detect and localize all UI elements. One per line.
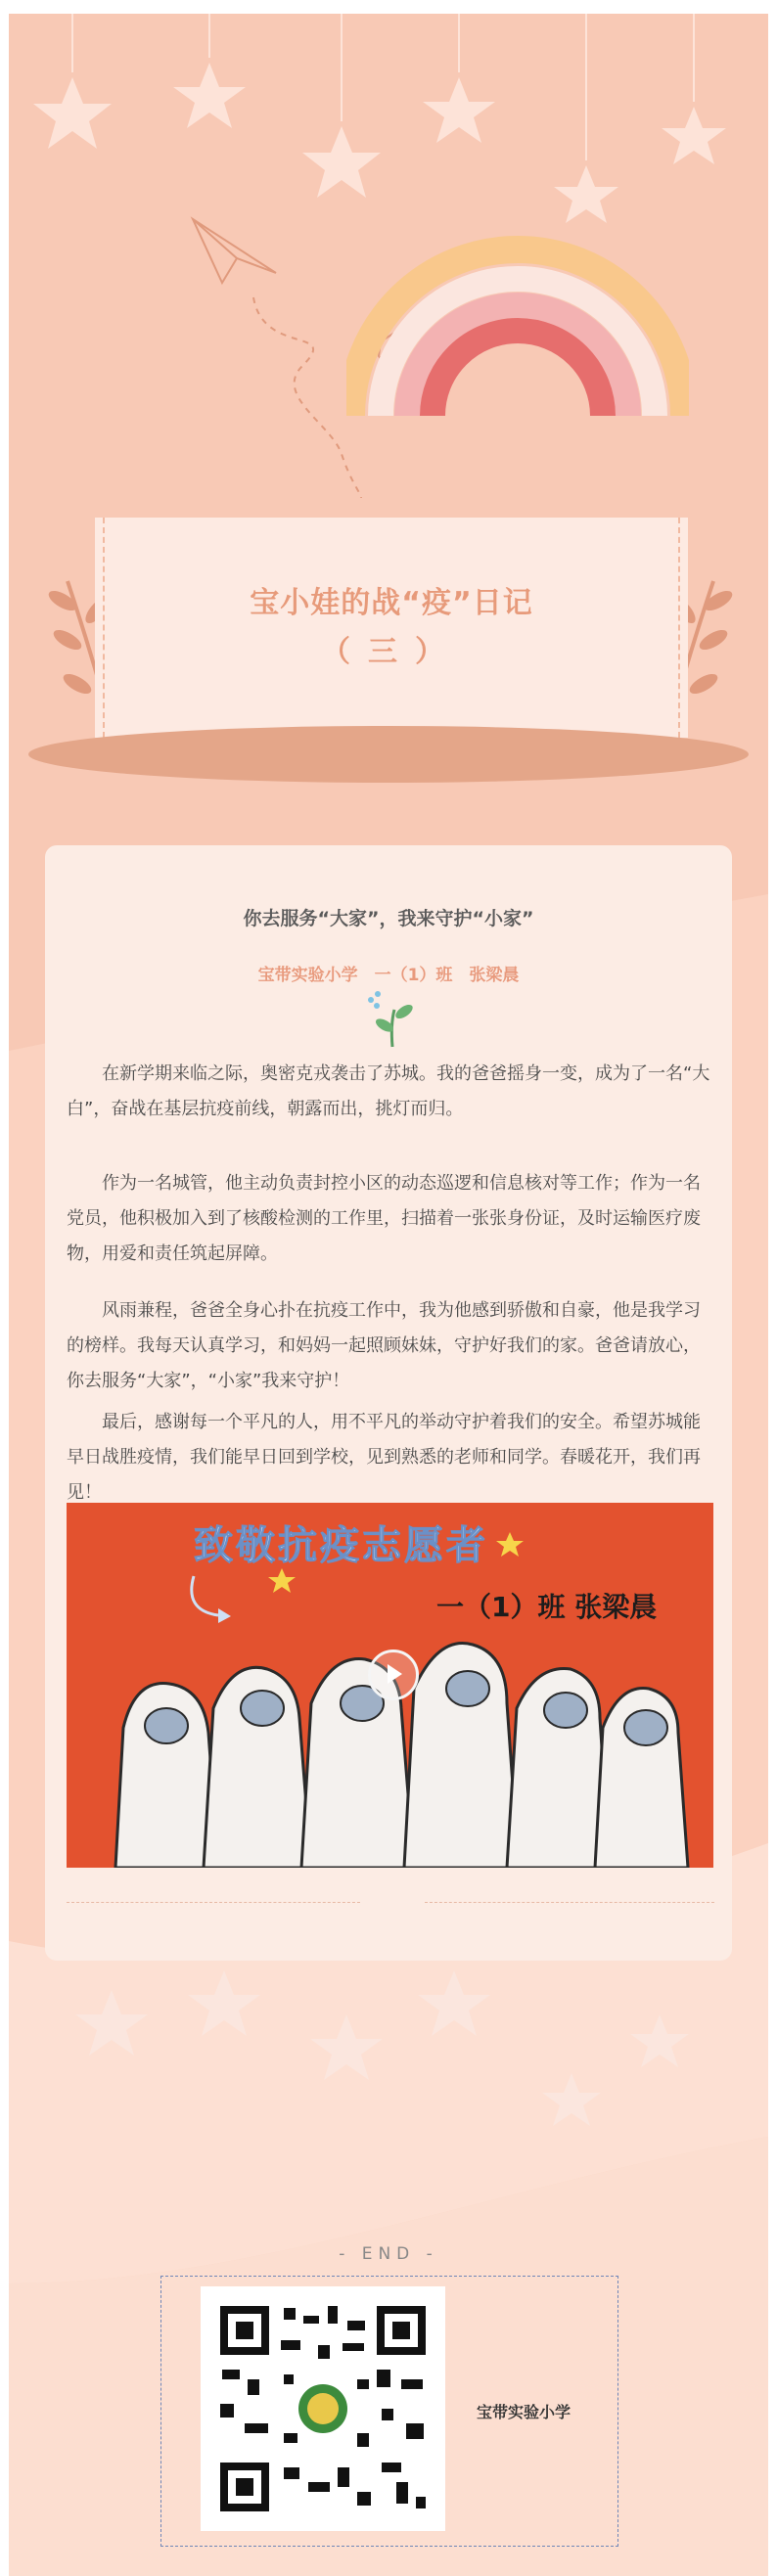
article-paragraph: 最后，感谢每一个平凡的人，用不平凡的举动守护着我们的安全。希望苏城能早日战胜疫情，我们能早日回到学校，见到熟悉的老师和同学。春暖花开，我们再见！ <box>67 1412 701 1503</box>
article-byline: 宝带实验小学 一（1）班 张梁晨 <box>257 966 520 985</box>
star-icon <box>267 1566 297 1596</box>
star-icon <box>9 14 768 1109</box>
poster-heading: 致敬抗疫志愿者 <box>194 1523 488 1568</box>
qr-code[interactable] <box>201 2286 445 2531</box>
article-paragraph: 作为一名城管，他主动负责封控小区的动态巡逻和信息核对等工作；作为一名党员，他积极加入到了核酸检测的工作里，扫描着一张张身份证，及时运输医疗废物，用爱和责任筑起屏障。 <box>67 1173 701 1264</box>
page-title: 宝小娃的战“疫”日记 <box>250 586 533 620</box>
end-label: - END - <box>339 2244 438 2264</box>
article-paragraph: 风雨兼程，爸爸全身心扑在抗疫工作中，我为他感到骄傲和自豪，他是我学习的榜样。我每天认真学习，和妈妈一起照顾妹妹，守护好我们的家。爸爸请放心，你去服务“大家”，“小家”我来守护！ <box>67 1300 701 1391</box>
poster-class-label: 一（1）班 张梁晨 <box>436 1591 658 1623</box>
article-title: 你去服务“大家”，我来守护“小家” <box>243 908 534 929</box>
divider <box>67 1902 360 1903</box>
page-subtitle: （三） <box>321 635 462 669</box>
school-name: 宝带实验小学 <box>477 2403 571 2421</box>
star-icon <box>9 1966 768 2151</box>
poster-image[interactable] <box>67 1503 713 1868</box>
qr-frame <box>160 2276 618 2547</box>
page <box>9 14 768 2576</box>
play-button[interactable] <box>368 1650 419 1700</box>
article-paragraph: 在新学期来临之际，奥密克戎袭击了苏城。我的爸爸摇身一变，成为了一名“大白”，奋战在基层抗疫前线，朝露而出，挑灯而归。 <box>67 1063 710 1119</box>
star-icon <box>495 1530 525 1559</box>
divider <box>425 1902 714 1903</box>
qr-code-icon <box>201 2286 445 2531</box>
